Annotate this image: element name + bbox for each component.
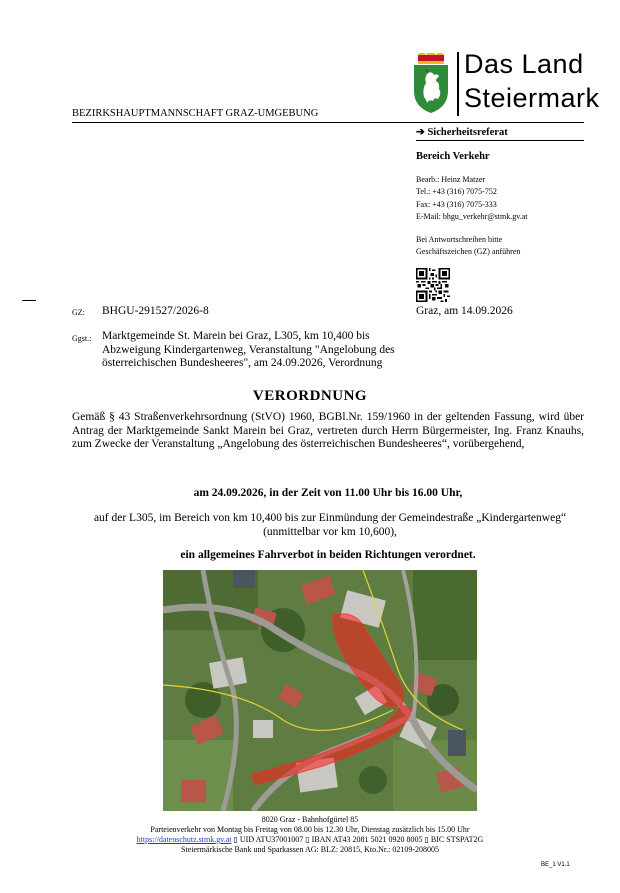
footer-bank: Steiermärkische Bank und Sparkassen AG: BLZ: 20815, Kto.Nr.: 02109-208005 xyxy=(181,845,439,854)
ban-suffix: in beiden Richtungen verordnet. xyxy=(313,549,476,561)
time-period: am 24.09.2026, in der Zeit von 11.00 Uhr bis 16.00 Uhr, xyxy=(193,487,463,499)
subject-text: Marktgemeinde St. Marein bei Graz, L305, km 10,400 bis Abzweigung Kindergartenweg, Veranstaltung "Angelobung des österreichischen Bundesheeres", am 24.09.2026, Verordnung xyxy=(102,330,395,369)
footer-address: 8020 Graz - Bahnhofgürtel 85 xyxy=(261,815,359,824)
location-description xyxy=(40,512,620,539)
subject-label: Ggst.: xyxy=(72,334,92,343)
footer-office-hours: Parteienverkehr von Montag bis Freitag von 08.00 bis 12.30 Uhr, Dienstag zusätzlich bis 15.00 Uhr xyxy=(150,825,470,834)
right-column-divider xyxy=(416,122,584,123)
location-line1: auf der L305, im Bereich von km 10,400 bis zur Einmündung der Gemeindestraße „Kindergartenweg“ xyxy=(93,512,567,524)
ban-prefix: ein xyxy=(180,549,198,561)
fax-number: Fax: +43 (316) 7075-333 xyxy=(416,199,497,209)
styrian-panther-crest-icon xyxy=(412,53,450,115)
logo-text-line1: Das Land xyxy=(464,49,584,79)
qr-code-icon xyxy=(416,268,450,302)
contact-block xyxy=(416,174,528,223)
reply-note-line2: Geschäftszeichen (GZ) anführen xyxy=(416,247,521,256)
document-title: VERORDNUNG xyxy=(252,388,368,404)
clerk-name: Bearb.: Heinz Matzer xyxy=(416,175,486,184)
location-line2: (unmittelbar vor km 10,600), xyxy=(263,525,397,538)
footer-tax-bank: ▯ UID ATU37001007 ▯ IBAN AT43 2081 5021 0920 8005 ▯ BIC STSPAT2G xyxy=(231,835,484,844)
body-paragraph: Gemäß § 43 Straßenverkehrsordnung (StVO) 1960, BGBl.Nr. 159/1960 in der geltenden Fassung, wird über Antrag der Marktgemeinde Sankt Marein bei Graz, vertreten durch Herrn Bürgermeister, Ing. Franz Knauhs, zum Zwecke der Veranstaltung „Angelobung des österreichischen Bundesheeres“, vorübergehend, xyxy=(72,411,584,450)
department-divider xyxy=(416,140,584,141)
department-label: Sicherheitsreferat xyxy=(427,127,508,138)
form-id: BE_1 V1.1 xyxy=(541,862,570,868)
reply-note-line1: Bei Antwortschreiben bitte xyxy=(416,235,503,244)
arrow-right-icon: ➔ xyxy=(416,127,425,138)
phone-number: Tel.: +43 (316) 7075-752 xyxy=(416,187,497,197)
document-date: Graz, am 14.09.2026 xyxy=(416,305,513,317)
footer-ids xyxy=(0,835,620,845)
authority-divider xyxy=(72,122,416,123)
authority-name: BEZIRKSHAUPTMANNSCHAFT GRAZ-UMGEBUNG xyxy=(72,108,319,119)
ban-statement xyxy=(0,549,620,561)
reply-note xyxy=(416,234,520,258)
area-label: Bereich Verkehr xyxy=(416,151,490,162)
das-land-steiermark-logo xyxy=(412,49,600,122)
logo-text-line2: Steiermark xyxy=(464,83,600,113)
department xyxy=(416,126,508,138)
aerial-map-image xyxy=(163,570,477,811)
email-address[interactable]: E-Mail: bhgu_verkehr@stmk.gv.at xyxy=(416,211,528,221)
ban-type: allgemeines Fahrverbot xyxy=(197,549,314,561)
privacy-link[interactable]: https://datenschutz.stmk.gv.at xyxy=(136,835,232,844)
footer xyxy=(0,815,620,855)
gz-value: BHGU-291527/2026-8 xyxy=(102,305,209,317)
gz-label: GZ: xyxy=(72,308,85,317)
fold-mark xyxy=(22,300,36,301)
